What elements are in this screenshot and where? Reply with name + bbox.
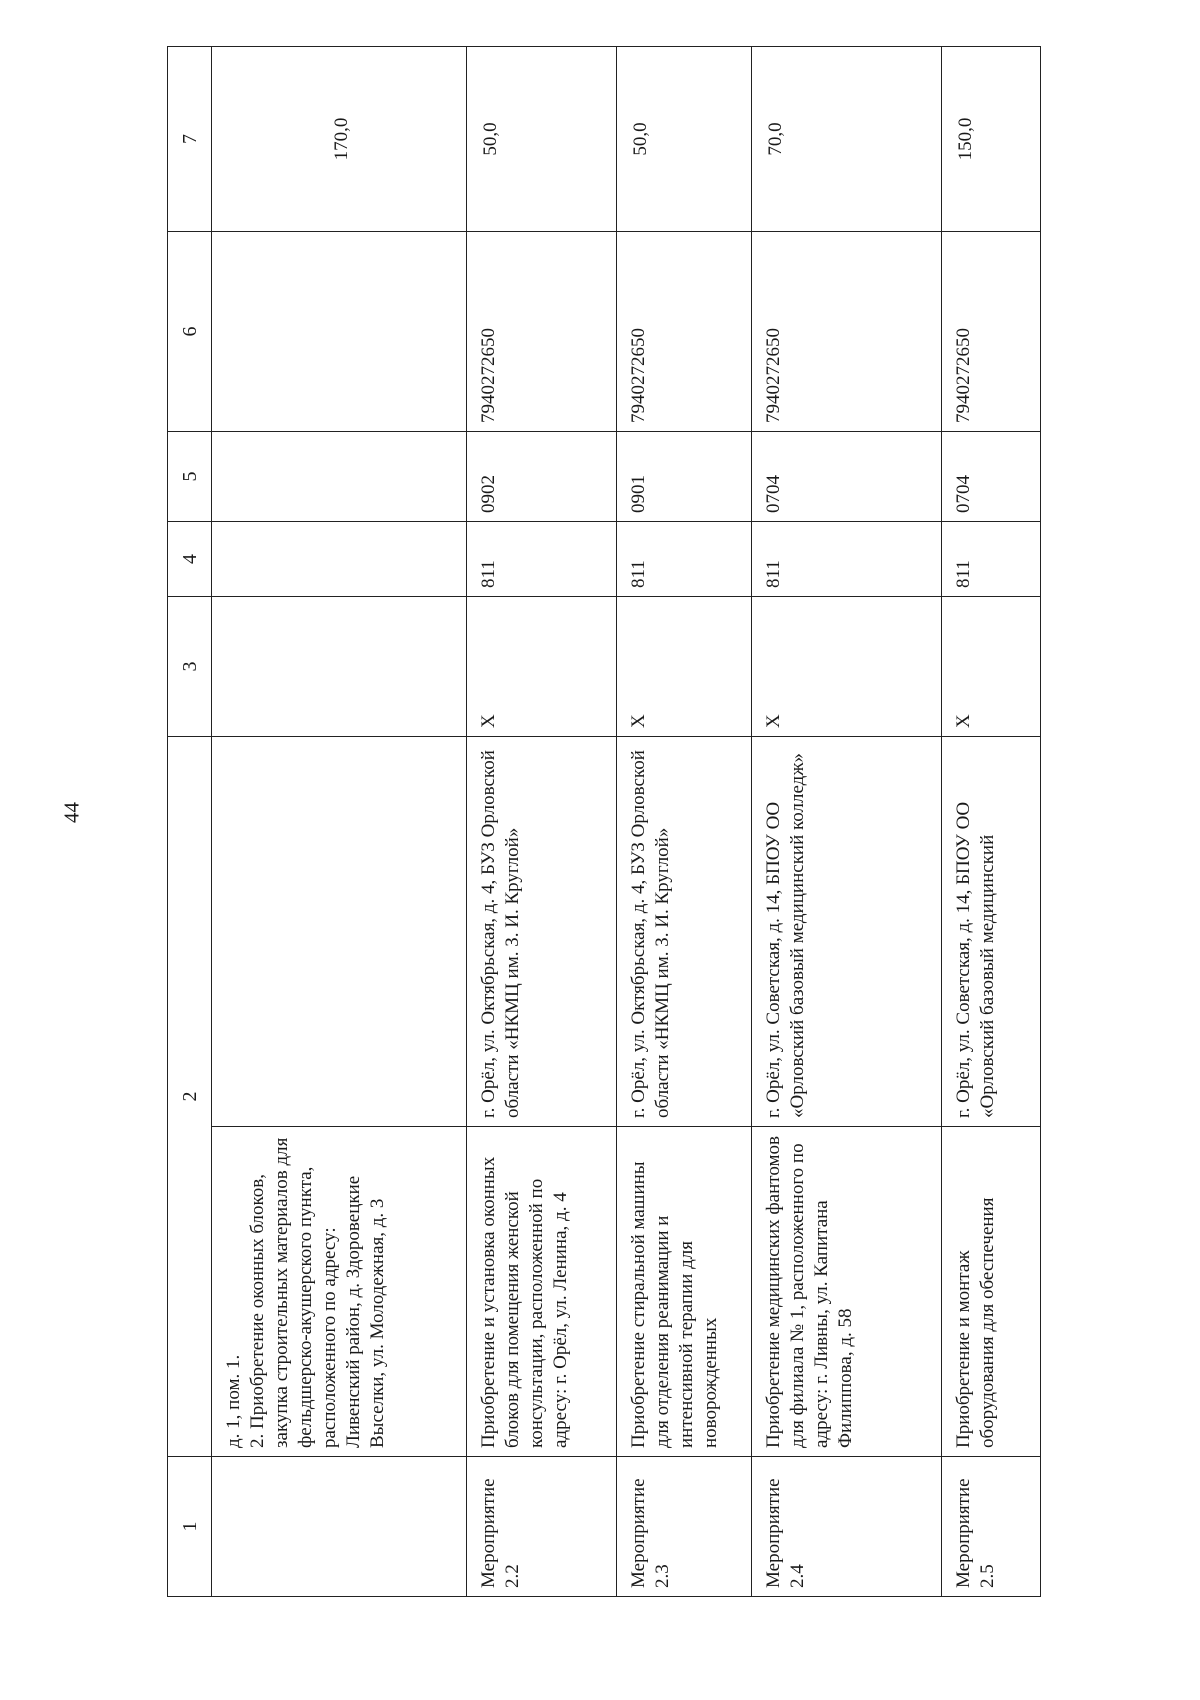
mark-cell: X	[617, 597, 752, 737]
event-name-cell: Мероприятие 2.5	[942, 1457, 1041, 1597]
address-cell: г. Орёл, ул. Советская, д. 14, БПОУ ОО «Орловский базовый медицинский	[942, 737, 1041, 1127]
table-row	[212, 47, 467, 1597]
code-cell: 811	[467, 522, 617, 597]
target-code-cell: 7940272650	[942, 232, 1041, 432]
header-cell: 6	[168, 232, 212, 432]
amount-cell: 50,0	[467, 47, 617, 232]
description-cell: Приобретение и установка оконных блоков для помещения женской консультации, расположенной по адресу: г. Орёл, ул. Ленина, д. 4	[467, 1127, 617, 1457]
address-cell: г. Орёл, ул. Октябрьская, д. 4, БУЗ Орловской области «НКМЦ им. З. И. Круглой»	[617, 737, 752, 1127]
header-cell: 5	[168, 432, 212, 522]
table-row	[617, 47, 752, 1597]
mark-cell: X	[942, 597, 1041, 737]
event-name-cell: Мероприятие 2.4	[752, 1457, 942, 1597]
page-number: 44	[59, 802, 84, 823]
target-code-cell: 7940272650	[752, 232, 942, 432]
section-cell	[212, 432, 467, 522]
mark-cell: X	[752, 597, 942, 737]
amount-cell: 150,0	[942, 47, 1041, 232]
header-cell: 3	[168, 597, 212, 737]
table-row	[752, 47, 942, 1597]
address-cell: г. Орёл, ул. Октябрьская, д. 4, БУЗ Орловской области «НКМЦ им. З. И. Круглой»	[467, 737, 617, 1127]
section-cell: 0704	[942, 432, 1041, 522]
table-row	[942, 47, 1041, 1597]
address-cell	[212, 737, 467, 1127]
target-code-cell: 7940272650	[617, 232, 752, 432]
header-cell: 4	[168, 522, 212, 597]
event-name-cell	[212, 1457, 467, 1597]
amount-cell: 70,0	[752, 47, 942, 232]
mark-cell: X	[467, 597, 617, 737]
description-cell: д. 1, пом. 1. 2. Приобретение оконных блоков, закупка строительных материалов для фельдшерско-акушерского пункта, расположенного по адресу: Ливенский район, д. Здоровецкие Выселки, ул. Молодежная, д. 3	[212, 1127, 467, 1457]
event-name-cell: Мероприятие 2.2	[467, 1457, 617, 1597]
description-cell: Приобретение и монтаж оборудования для обеспечения	[942, 1127, 1041, 1457]
event-name-cell: Мероприятие 2.3	[617, 1457, 752, 1597]
code-cell: 811	[617, 522, 752, 597]
description-cell: Приобретение медицинских фантомов для филиала № 1, расположенного по адресу: г. Ливны, ул. Капитана Филиппова, д. 58	[752, 1127, 942, 1457]
section-cell: 0901	[617, 432, 752, 522]
code-cell: 811	[752, 522, 942, 597]
target-code-cell	[212, 232, 467, 432]
amount-cell: 170,0	[212, 47, 467, 232]
header-cell: 1	[168, 1457, 212, 1597]
budget-table-rotated	[167, 47, 1040, 1597]
description-cell: Приобретение стиральной машины для отделения реанимации и интенсивной терапии для новорожденных	[617, 1127, 752, 1457]
header-cell: 2	[168, 737, 212, 1457]
table-row	[467, 47, 617, 1597]
section-cell: 0902	[467, 432, 617, 522]
header-cell: 7	[168, 47, 212, 232]
section-cell: 0704	[752, 432, 942, 522]
amount-cell: 50,0	[617, 47, 752, 232]
code-cell	[212, 522, 467, 597]
mark-cell	[212, 597, 467, 737]
code-cell: 811	[942, 522, 1041, 597]
address-cell: г. Орёл, ул. Советская, д. 14, БПОУ ОО «Орловский базовый медицинский колледж»	[752, 737, 942, 1127]
budget-table	[167, 46, 1041, 1597]
header-row	[168, 47, 212, 1597]
target-code-cell: 7940272650	[467, 232, 617, 432]
